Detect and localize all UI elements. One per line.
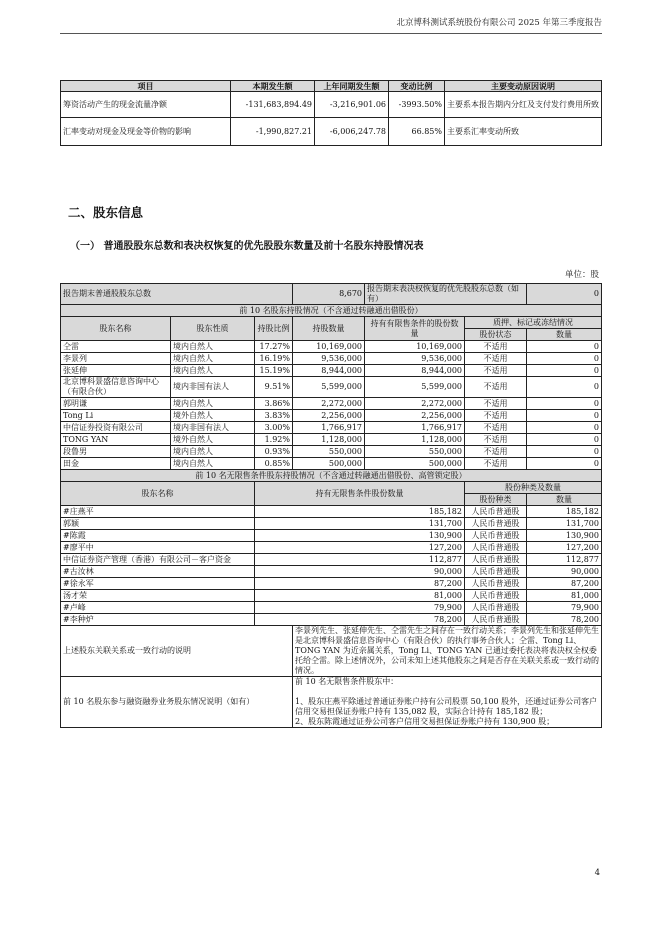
holder-name: 北京博科景盛信息咨询中心（有限合伙） <box>61 377 171 398</box>
holder-qty: 1,766,917 <box>293 422 365 434</box>
table-row <box>61 353 602 365</box>
holder-qty: 1,128,000 <box>293 434 365 446</box>
holder-status: 不适用 <box>465 410 527 422</box>
holder-restricted: 10,169,000 <box>365 341 465 353</box>
table-row <box>61 614 602 626</box>
holder-status: 不适用 <box>465 341 527 353</box>
holder-restricted: 5,599,000 <box>365 377 465 398</box>
col-header-pledge: 质押、标记或冻结情况 <box>465 317 602 329</box>
cell-item: 汇率变动对现金及现金等价物的影响 <box>61 118 231 146</box>
margin-text: 前 10 名无限售条件股东中： 1、股东庄燕平除通过普通证券账户持有公司股票 50,100 股外，还通过证券公司客户信用交易担保证券账户持有 135,082 股，实际合计持有 185,182 股； 2、股东陈霞通过证券公司客户信用交易担保证券账户持有 130,900 股； <box>293 677 602 728</box>
unres-qty: 79,900 <box>255 602 465 614</box>
col-header-type-group: 股份种类及数量 <box>465 482 602 494</box>
holder-status: 不适用 <box>465 365 527 377</box>
relation-text: 李景列先生、张延伸先生、仝雷先生之间存在一致行动关系；李景列先生和张延伸先生是北京博科景盛信息咨询中心（有限合伙）的执行事务合伙人；仝雷、Tong Li、TONG YAN 为近亲属关系，Tong Li、TONG YAN 已通过委托表决将表决权全权委托给仝雷。除上述情况外，公司未知上述其他股东之间是否存在关联关系或一致行动的情况。 <box>293 626 602 677</box>
unres-type: 人民币普通股 <box>465 566 527 578</box>
holder-count: 0 <box>527 398 602 410</box>
holder-name: Tong Li <box>61 410 171 422</box>
unres-count: 131,700 <box>527 518 602 530</box>
pref-holders-label: 报告期末表决权恢复的优先股股东总数（如有） <box>365 284 527 305</box>
holder-restricted: 2,272,000 <box>365 398 465 410</box>
unres-qty: 185,182 <box>255 506 465 518</box>
unres-type: 人民币普通股 <box>465 530 527 542</box>
col-header-name: 股东名称 <box>61 317 171 341</box>
col-header-unres-qty: 持有无限售条件股份数量 <box>255 482 465 506</box>
holder-status: 不适用 <box>465 398 527 410</box>
holder-restricted: 1,128,000 <box>365 434 465 446</box>
unres-type: 人民币普通股 <box>465 518 527 530</box>
unit-label: 单位：股 <box>564 270 599 280</box>
unres-count: 130,900 <box>527 530 602 542</box>
table-row <box>61 446 602 458</box>
holder-qty: 500,000 <box>293 458 365 470</box>
holder-restricted: 9,536,000 <box>365 353 465 365</box>
unres-name: #徐永军 <box>61 578 255 590</box>
holder-nature: 境外自然人 <box>171 410 255 422</box>
holder-count: 0 <box>527 377 602 398</box>
holder-count: 0 <box>527 365 602 377</box>
holder-status: 不适用 <box>465 434 527 446</box>
holder-name: 田金 <box>61 458 171 470</box>
unres-name: #陈霞 <box>61 530 255 542</box>
holder-qty: 550,000 <box>293 446 365 458</box>
holder-count: 0 <box>527 422 602 434</box>
unres-name: #李种炉 <box>61 614 255 626</box>
summary-row <box>61 284 602 305</box>
col-header-unres-name: 股东名称 <box>61 482 255 506</box>
holder-restricted: 500,000 <box>365 458 465 470</box>
top10-title: 前 10 名股东持股情况（不含通过转融通出借股份） <box>61 305 602 317</box>
unres-qty: 112,877 <box>255 554 465 566</box>
table-row <box>61 590 602 602</box>
relation-label: 上述股东关联关系或一致行动的说明 <box>61 626 293 677</box>
holder-name: 李景列 <box>61 353 171 365</box>
holder-status: 不适用 <box>465 377 527 398</box>
subsection-title: （一） 普通股股东总数和表决权恢复的优先股股东数量及前十名股东持股情况表 <box>70 241 424 252</box>
holder-name: TONG YAN <box>61 434 171 446</box>
holder-count: 0 <box>527 341 602 353</box>
col-header-ratio: 持股比例 <box>255 317 293 341</box>
holder-qty: 9,536,000 <box>293 353 365 365</box>
table-row <box>61 92 602 118</box>
cell-ratio: -3993.50% <box>389 92 445 118</box>
col-header-nature: 股东性质 <box>171 317 255 341</box>
holder-ratio: 1.92% <box>255 434 293 446</box>
holder-qty: 2,272,000 <box>293 398 365 410</box>
holder-nature: 境内自然人 <box>171 398 255 410</box>
cell-prior: -3,216,901.06 <box>315 92 389 118</box>
pref-holders-value: 0 <box>527 284 602 305</box>
unres-count: 78,200 <box>527 614 602 626</box>
unres-type: 人民币普通股 <box>465 590 527 602</box>
table-row <box>61 554 602 566</box>
table-row <box>61 410 602 422</box>
holder-ratio: 0.85% <box>255 458 293 470</box>
holder-nature: 境内非国有法人 <box>171 377 255 398</box>
holder-name: 中信证券投资有限公司 <box>61 422 171 434</box>
unres-name: #庄燕平 <box>61 506 255 518</box>
unres-type: 人民币普通股 <box>465 614 527 626</box>
unres-title: 前 10 名无限售条件股东持股情况（不含通过转融通出借股份、高管锁定股） <box>61 470 602 482</box>
cell-reason: 主要系本报告期内分红及支付发行费用所致 <box>445 92 602 118</box>
unres-type: 人民币普通股 <box>465 506 527 518</box>
holder-qty: 10,169,000 <box>293 341 365 353</box>
holder-ratio: 16.19% <box>255 353 293 365</box>
unres-title-row <box>61 470 602 482</box>
table-row <box>61 422 602 434</box>
unres-count: 90,000 <box>527 566 602 578</box>
table-row <box>61 506 602 518</box>
table-row <box>61 542 602 554</box>
table-row <box>61 434 602 446</box>
table-row <box>61 377 602 398</box>
unres-qty: 131,700 <box>255 518 465 530</box>
holder-restricted: 8,944,000 <box>365 365 465 377</box>
unres-header-row <box>61 482 602 494</box>
unres-name: 郭颖 <box>61 518 255 530</box>
col-header-restricted: 持有有限售条件的股份数量 <box>365 317 465 341</box>
cashflow-change-table <box>60 80 602 146</box>
cell-prior: -6,006,247.78 <box>315 118 389 146</box>
holder-ratio: 9.51% <box>255 377 293 398</box>
holder-name: 段鲁男 <box>61 446 171 458</box>
table-header-row <box>61 81 602 92</box>
holder-restricted: 2,256,000 <box>365 410 465 422</box>
holder-status: 不适用 <box>465 422 527 434</box>
col-header-unres-count: 数量 <box>527 494 602 506</box>
unres-count: 127,200 <box>527 542 602 554</box>
holder-name: 张延伸 <box>61 365 171 377</box>
cell-ratio: 66.85% <box>389 118 445 146</box>
unres-qty: 87,200 <box>255 578 465 590</box>
top10-header-row <box>61 317 602 329</box>
holder-nature: 境内非国有法人 <box>171 422 255 434</box>
holder-ratio: 3.86% <box>255 398 293 410</box>
unres-name: 汤才荣 <box>61 590 255 602</box>
holder-ratio: 15.19% <box>255 365 293 377</box>
report-header: 北京博科测试系统股份有限公司 2025 年第三季度报告 <box>396 18 602 28</box>
unres-type: 人民币普通股 <box>465 542 527 554</box>
page-number: 4 <box>594 868 600 878</box>
margin-row <box>61 677 602 728</box>
col-header-current: 本期发生额 <box>231 81 315 92</box>
holder-restricted: 1,766,917 <box>365 422 465 434</box>
unres-name: #古汝林 <box>61 566 255 578</box>
unres-qty: 130,900 <box>255 530 465 542</box>
unres-qty: 81,000 <box>255 590 465 602</box>
unres-qty: 90,000 <box>255 566 465 578</box>
holder-nature: 境内自然人 <box>171 341 255 353</box>
holder-count: 0 <box>527 446 602 458</box>
holder-count: 0 <box>527 410 602 422</box>
holder-restricted: 550,000 <box>365 446 465 458</box>
holder-status: 不适用 <box>465 353 527 365</box>
margin-label: 前 10 名股东参与融资融券业务股东情况说明（如有） <box>61 677 293 728</box>
col-header-item: 项目 <box>61 81 231 92</box>
col-header-reason: 主要变动原因说明 <box>445 81 602 92</box>
header-divider <box>60 33 602 34</box>
table-row <box>61 118 602 146</box>
unres-type: 人民币普通股 <box>465 554 527 566</box>
holder-ratio: 3.83% <box>255 410 293 422</box>
table-row <box>61 518 602 530</box>
col-header-type: 股份种类 <box>465 494 527 506</box>
table-row <box>61 398 602 410</box>
holder-nature: 境内自然人 <box>171 446 255 458</box>
holder-count: 0 <box>527 434 602 446</box>
unres-count: 87,200 <box>527 578 602 590</box>
holder-name: 仝雷 <box>61 341 171 353</box>
unres-type: 人民币普通股 <box>465 578 527 590</box>
unres-type: 人民币普通股 <box>465 602 527 614</box>
col-header-count: 数量 <box>527 329 602 341</box>
table-row <box>61 365 602 377</box>
unres-count: 79,900 <box>527 602 602 614</box>
col-header-prior: 上年同期发生额 <box>315 81 389 92</box>
holder-nature: 境内自然人 <box>171 365 255 377</box>
cell-current: -131,683,894.49 <box>231 92 315 118</box>
relation-row <box>61 626 602 677</box>
holder-qty: 5,599,000 <box>293 377 365 398</box>
table-row <box>61 458 602 470</box>
unres-name: #卢峰 <box>61 602 255 614</box>
holder-qty: 8,944,000 <box>293 365 365 377</box>
table-row <box>61 602 602 614</box>
holder-ratio: 17.27% <box>255 341 293 353</box>
unres-count: 185,182 <box>527 506 602 518</box>
holder-status: 不适用 <box>465 446 527 458</box>
holder-count: 0 <box>527 458 602 470</box>
shareholder-table <box>60 283 602 728</box>
holder-name: 郭明谦 <box>61 398 171 410</box>
col-header-qty: 持股数量 <box>293 317 365 341</box>
holder-qty: 2,256,000 <box>293 410 365 422</box>
total-holders-label: 报告期末普通股股东总数 <box>61 284 293 305</box>
unres-qty: 127,200 <box>255 542 465 554</box>
holder-nature: 境外自然人 <box>171 434 255 446</box>
unres-count: 112,877 <box>527 554 602 566</box>
holder-nature: 境内自然人 <box>171 353 255 365</box>
cell-reason: 主要系汇率变动所致 <box>445 118 602 146</box>
section-title: 二、股东信息 <box>68 205 144 220</box>
unres-name: 中信证券资产管理（香港）有限公司－客户资金 <box>61 554 255 566</box>
holder-count: 0 <box>527 353 602 365</box>
col-header-status: 股份状态 <box>465 329 527 341</box>
table-row <box>61 578 602 590</box>
holder-nature: 境内自然人 <box>171 458 255 470</box>
table-row <box>61 566 602 578</box>
unres-name: #廖平中 <box>61 542 255 554</box>
col-header-ratio: 变动比例 <box>389 81 445 92</box>
unres-qty: 78,200 <box>255 614 465 626</box>
holder-status: 不适用 <box>465 458 527 470</box>
table-row <box>61 530 602 542</box>
table-row <box>61 341 602 353</box>
cell-item: 筹资活动产生的现金流量净额 <box>61 92 231 118</box>
holder-ratio: 3.00% <box>255 422 293 434</box>
holder-ratio: 0.93% <box>255 446 293 458</box>
cell-current: -1,990,827.21 <box>231 118 315 146</box>
unres-count: 81,000 <box>527 590 602 602</box>
total-holders-value: 8,670 <box>293 284 365 305</box>
top10-title-row <box>61 305 602 317</box>
